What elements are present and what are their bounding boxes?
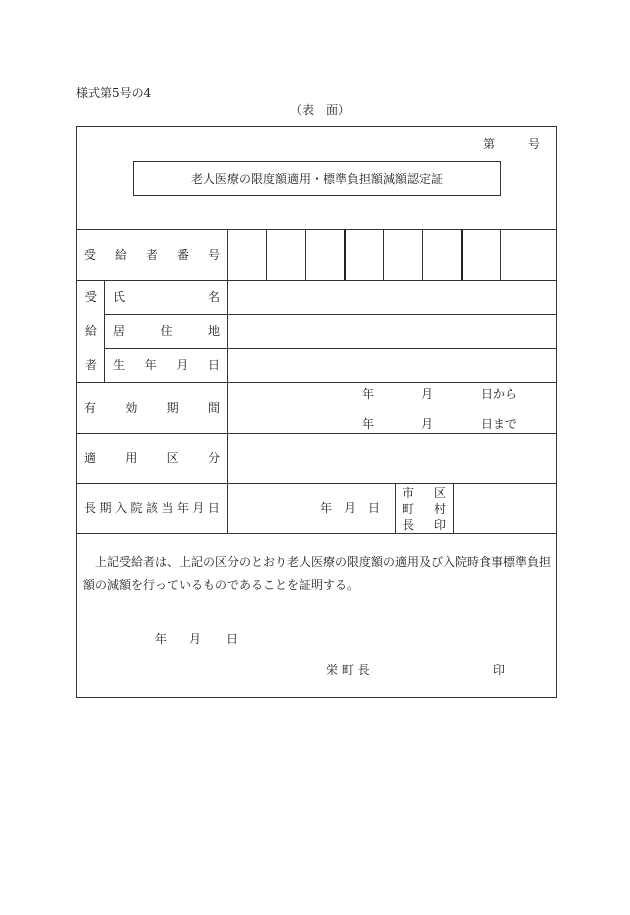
issuer: 栄 町 長: [326, 663, 370, 677]
column-divider: [453, 483, 454, 533]
digit-box-line: [422, 229, 423, 280]
label-address: 居 住 地: [113, 324, 220, 338]
validity-from-day: 日から: [481, 387, 518, 401]
title-box: [133, 161, 501, 196]
municipality-row: 町 村: [402, 502, 446, 516]
form-number: 様式第5号の4: [76, 86, 152, 100]
label-category: 適 用 区 分: [84, 451, 220, 465]
cert-no-dai: 第: [483, 137, 496, 151]
label-long-stay: 長 期 入 院 該 当 年 月 日: [84, 501, 220, 515]
divider: [76, 533, 557, 534]
divider: [76, 280, 557, 281]
digit-box-line: [500, 229, 501, 280]
side-label: （表 面）: [290, 103, 351, 117]
digit-box-line: [383, 229, 384, 280]
long-stay-year: 年: [320, 501, 333, 515]
label-birthdate: 生 年 月 日: [113, 358, 220, 372]
column-divider: [104, 280, 105, 382]
digit-box-line: [266, 229, 267, 280]
long-stay-day: 日: [368, 501, 381, 515]
label-name: 氏 名: [113, 290, 220, 304]
divider: [76, 433, 557, 434]
label-recipient-char: 給: [85, 324, 98, 338]
municipality-row: 長 印: [402, 518, 446, 532]
validity-to-month: 月: [421, 417, 434, 431]
column-divider: [227, 229, 228, 533]
divider: [104, 348, 557, 349]
digit-box-line: [305, 229, 306, 280]
divider: [104, 314, 557, 315]
column-divider: [395, 483, 396, 533]
certification-text: 上記受給者は、上記の区分のとおり老人医療の限度額の適用及び入院時食事標準負担額の減額を行っているものであることを証明する。: [83, 555, 552, 592]
divider: [76, 483, 557, 484]
long-stay-month: 月: [344, 501, 357, 515]
validity-from-year: 年: [362, 387, 375, 401]
certificate-title: 老人医療の限度額適用・標準負担額減額認定証: [190, 172, 443, 186]
issue-year: 年: [155, 632, 168, 646]
label-recipient-char: 受: [85, 290, 98, 304]
validity-from-month: 月: [421, 387, 434, 401]
label-validity: 有 効 期 間: [84, 401, 220, 415]
validity-to-year: 年: [362, 417, 375, 431]
municipality-row: 市 区: [402, 486, 446, 500]
seal-mark: 印: [493, 663, 506, 677]
digit-box-line: [344, 229, 346, 280]
cert-no-go: 号: [528, 137, 541, 151]
divider: [76, 229, 557, 230]
divider: [76, 382, 557, 383]
label-recipient-number: 受 給 者 番 号: [84, 248, 220, 262]
label-recipient-char: 者: [85, 358, 98, 372]
issue-month: 月: [189, 632, 202, 646]
issue-day: 日: [226, 632, 239, 646]
digit-box-line: [461, 229, 463, 280]
validity-to-day: 日まで: [481, 417, 518, 431]
